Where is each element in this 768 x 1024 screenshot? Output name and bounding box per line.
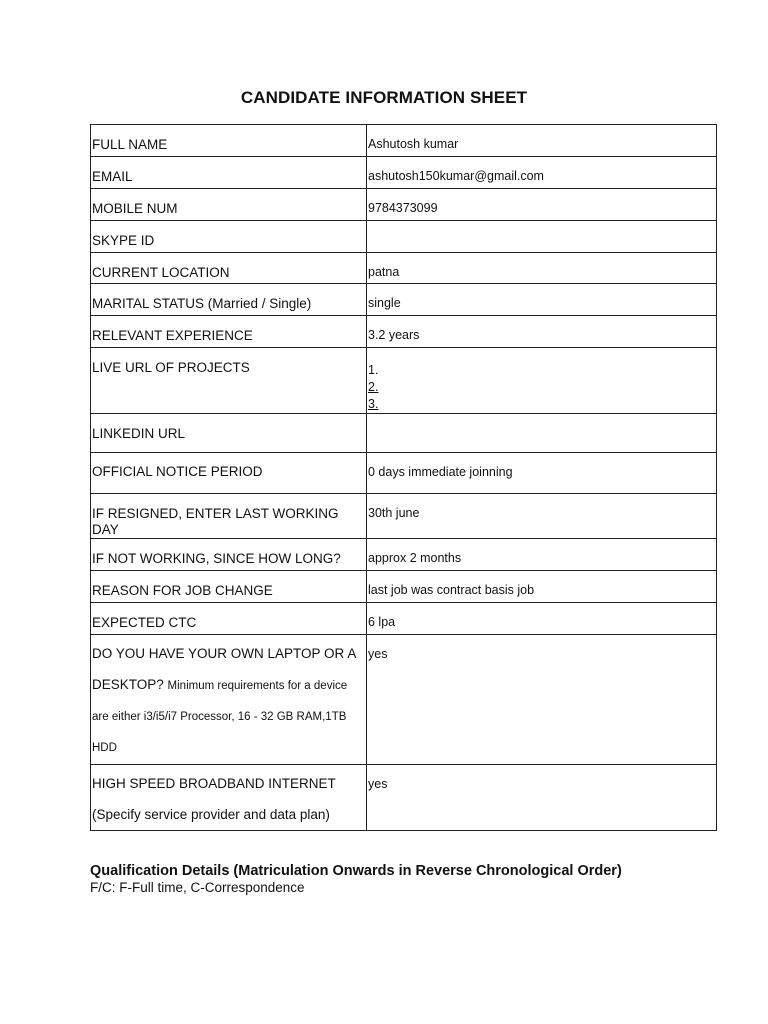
field-value (367, 348, 717, 414)
value-last-working-day: 30th june (368, 506, 420, 520)
label-laptop-note: Minimum requirements for a device (167, 680, 348, 692)
field-label (91, 253, 367, 284)
table-row (91, 348, 717, 414)
table-row (91, 539, 717, 571)
table-row (91, 453, 717, 494)
field-label (91, 539, 367, 571)
field-label (91, 453, 367, 494)
field-value (367, 603, 717, 635)
field-label (91, 348, 367, 414)
field-label (91, 635, 367, 765)
value-full-name: Ashutosh kumar (368, 137, 459, 151)
label-last-working-day: IF RESIGNED, ENTER LAST WORKING DAY (92, 506, 339, 537)
label-broadband: HIGH SPEED BROADBAND INTERNET (92, 776, 336, 791)
field-value (367, 494, 717, 539)
field-value (367, 189, 717, 221)
project-url-item: 2. (368, 380, 379, 394)
field-value (367, 539, 717, 571)
field-label (91, 316, 367, 348)
field-value (367, 571, 717, 603)
value-mobile: 9784373099 (368, 201, 438, 215)
label-job-change: REASON FOR JOB CHANGE (92, 583, 273, 598)
label-notice-period: OFFICIAL NOTICE PERIOD (92, 464, 263, 479)
field-value (367, 316, 717, 348)
field-label (91, 189, 367, 221)
label-expected-ctc: EXPECTED CTC (92, 615, 197, 630)
value-email: ashutosh150kumar@gmail.com (368, 169, 544, 183)
project-url-item: 3. (368, 397, 379, 411)
label-full-name: FULL NAME (92, 137, 168, 152)
field-label (91, 157, 367, 189)
label-laptop-line (92, 669, 365, 702)
field-value (367, 253, 717, 284)
value-not-working: approx 2 months (368, 551, 462, 565)
label-linkedin: LINKEDIN URL (92, 426, 186, 441)
field-label (91, 125, 367, 157)
table-row (91, 603, 717, 635)
qualification-heading: Qualification Details (Matriculation Onwards in Reverse Chronological Order) (90, 863, 622, 879)
table-row (91, 494, 717, 539)
value-broadband: yes (368, 777, 388, 791)
label-not-working: IF NOT WORKING, SINCE HOW LONG? (92, 551, 341, 566)
field-value (367, 284, 717, 316)
field-value (367, 414, 717, 453)
field-value (367, 635, 717, 765)
value-linkedin (368, 414, 715, 425)
field-label (91, 603, 367, 635)
table-row (91, 765, 717, 831)
qualification-note: F/C: F-Full time, C-Correspondence (90, 880, 305, 895)
value-expected-ctc: 6 lpa (368, 615, 396, 629)
value-marital: single (368, 296, 401, 310)
field-value (367, 125, 717, 157)
value-notice-period: 0 days immediate joinning (368, 465, 513, 479)
label-laptop-line: DO YOU HAVE YOUR OWN LAPTOP OR A (92, 646, 357, 661)
value-laptop: yes (368, 647, 388, 661)
label-experience: RELEVANT EXPERIENCE (92, 328, 253, 343)
project-url-list (368, 348, 715, 413)
label-marital: MARITAL STATUS (Married / Single) (92, 296, 312, 311)
field-value (367, 765, 717, 831)
table-row (91, 414, 717, 453)
value-job-change: last job was contract basis job (368, 583, 535, 597)
field-value (367, 453, 717, 494)
field-label (91, 571, 367, 603)
table-row (91, 284, 717, 316)
table-row (91, 189, 717, 221)
field-label (91, 284, 367, 316)
label-location: CURRENT LOCATION (92, 265, 230, 280)
label-laptop-desktop: DESKTOP? (92, 677, 164, 692)
table-row (91, 571, 717, 603)
field-label (91, 494, 367, 539)
field-label (91, 221, 367, 253)
label-email: EMAIL (92, 169, 133, 184)
page-title: CANDIDATE INFORMATION SHEET (240, 88, 528, 107)
field-value (367, 221, 717, 253)
field-label (91, 765, 367, 831)
label-laptop-note: are either i3/i5/i7 Processor, 16 - 32 GB RAM,1TB (92, 711, 347, 723)
candidate-info-table (90, 124, 717, 831)
table-row (91, 316, 717, 348)
project-url-item: 1. (368, 363, 379, 377)
table-row (91, 221, 717, 253)
label-live-url: LIVE URL OF PROJECTS (92, 360, 250, 375)
label-mobile: MOBILE NUM (92, 201, 178, 216)
label-skype: SKYPE ID (92, 233, 155, 248)
label-broadband-note: (Specify service provider and data plan) (92, 807, 330, 822)
field-value (367, 157, 717, 189)
field-label (91, 414, 367, 453)
label-laptop-note: HDD (92, 742, 117, 754)
value-experience: 3.2 years (368, 328, 420, 342)
value-skype (368, 221, 715, 232)
value-location: patna (368, 265, 400, 279)
table-row (91, 253, 717, 284)
table-row (91, 635, 717, 765)
table-row (91, 125, 717, 157)
table-row (91, 157, 717, 189)
